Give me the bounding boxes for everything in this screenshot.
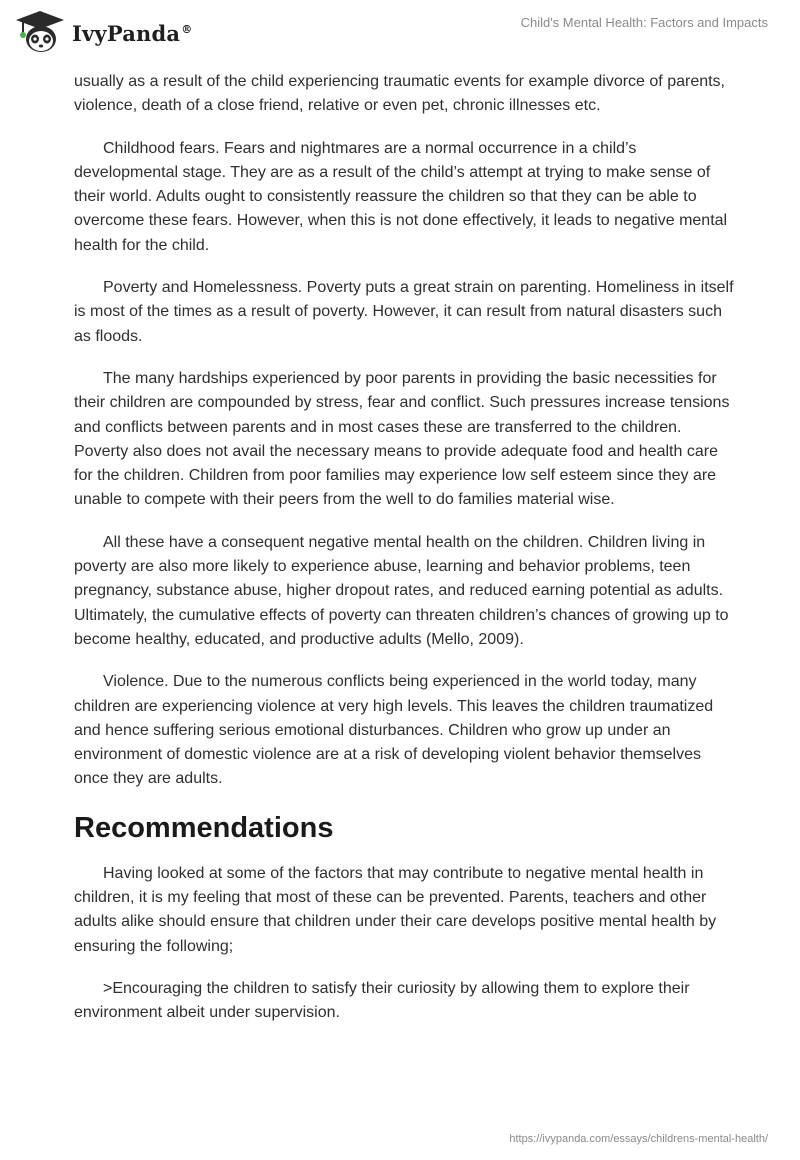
paragraph: Violence. Due to the numerous conflicts being experienced in the world today, many children are experiencing violence at very high levels. This leaves the children traumatized and hence suffering serious emotional disturbances. Children who grow up under an environment of domestic violence are at a risk of developing violent behavior themselves once they are adults. xyxy=(74,673,714,788)
paragraph: Childhood fears. Fears and nightmares are a normal occurrence in a child’s developmental stage. They are as a result of the child’s attempt at trying to make sense of their world. Adults ought to consistently reassure the children so that they can be able to overcome these fears. However, when this is not done effectively, it leads to negative mental health for the child. xyxy=(74,139,728,254)
source-url[interactable]: https://ivypanda.com/essays/childrens-mental-health/ xyxy=(509,1133,768,1145)
section-heading: Recommendations xyxy=(74,811,334,844)
paragraph: All these have a consequent negative mental health on the children. Children living in poverty are also more likely to experience abuse, learning and behavior problems, teen pregnancy, substance abuse, higher dropout rates, and reduced earning potential as adults. Ultimately, the cumulative effects of poverty can threaten children’s chances of growing up to become healthy, educated, and productive adults (Mello, 2009). xyxy=(74,533,729,648)
paragraph: The many hardships experienced by poor parents in providing the basic necessities for their children are compounded by stress, fear and conflict. Such pressures increase tensions and conflicts between parents and in most cases these are transferred to the children. Poverty also does not avail the necessary means to provide adequate food and health care for the children. Children from poor families may experience low self esteem since they are unable to compete with their peers from the well to do families material wise. xyxy=(74,369,730,509)
essay-body xyxy=(74,70,734,1044)
paragraph: >Encouraging the children to satisfy their curiosity by allowing them to explore their environment albeit under supervision. xyxy=(74,979,690,1022)
logo-wordmark: IvyPanda® xyxy=(72,20,193,46)
panda-graduate-icon xyxy=(14,9,66,55)
page-header xyxy=(0,0,800,64)
paragraph: Having looked at some of the factors that may contribute to negative mental health in children, it is my feeling that most of these can be prevented. Parents, teachers and other adults alike should ensure that children under their care develops positive mental health by ensuring the following; xyxy=(74,864,717,955)
ivypanda-logo[interactable] xyxy=(14,8,192,56)
document-title: Child's Mental Health: Factors and Impacts xyxy=(520,15,768,30)
paragraph: usually as a result of the child experiencing traumatic events for example divorce of parents, violence, death of a close friend, relative or even pet, chronic illnesses etc. xyxy=(74,73,725,115)
paragraph: Poverty and Homelessness. Poverty puts a great strain on parenting. Homeliness in itself is most of the times as a result of poverty. However, it can result from natural disasters such as floods. xyxy=(74,279,734,345)
